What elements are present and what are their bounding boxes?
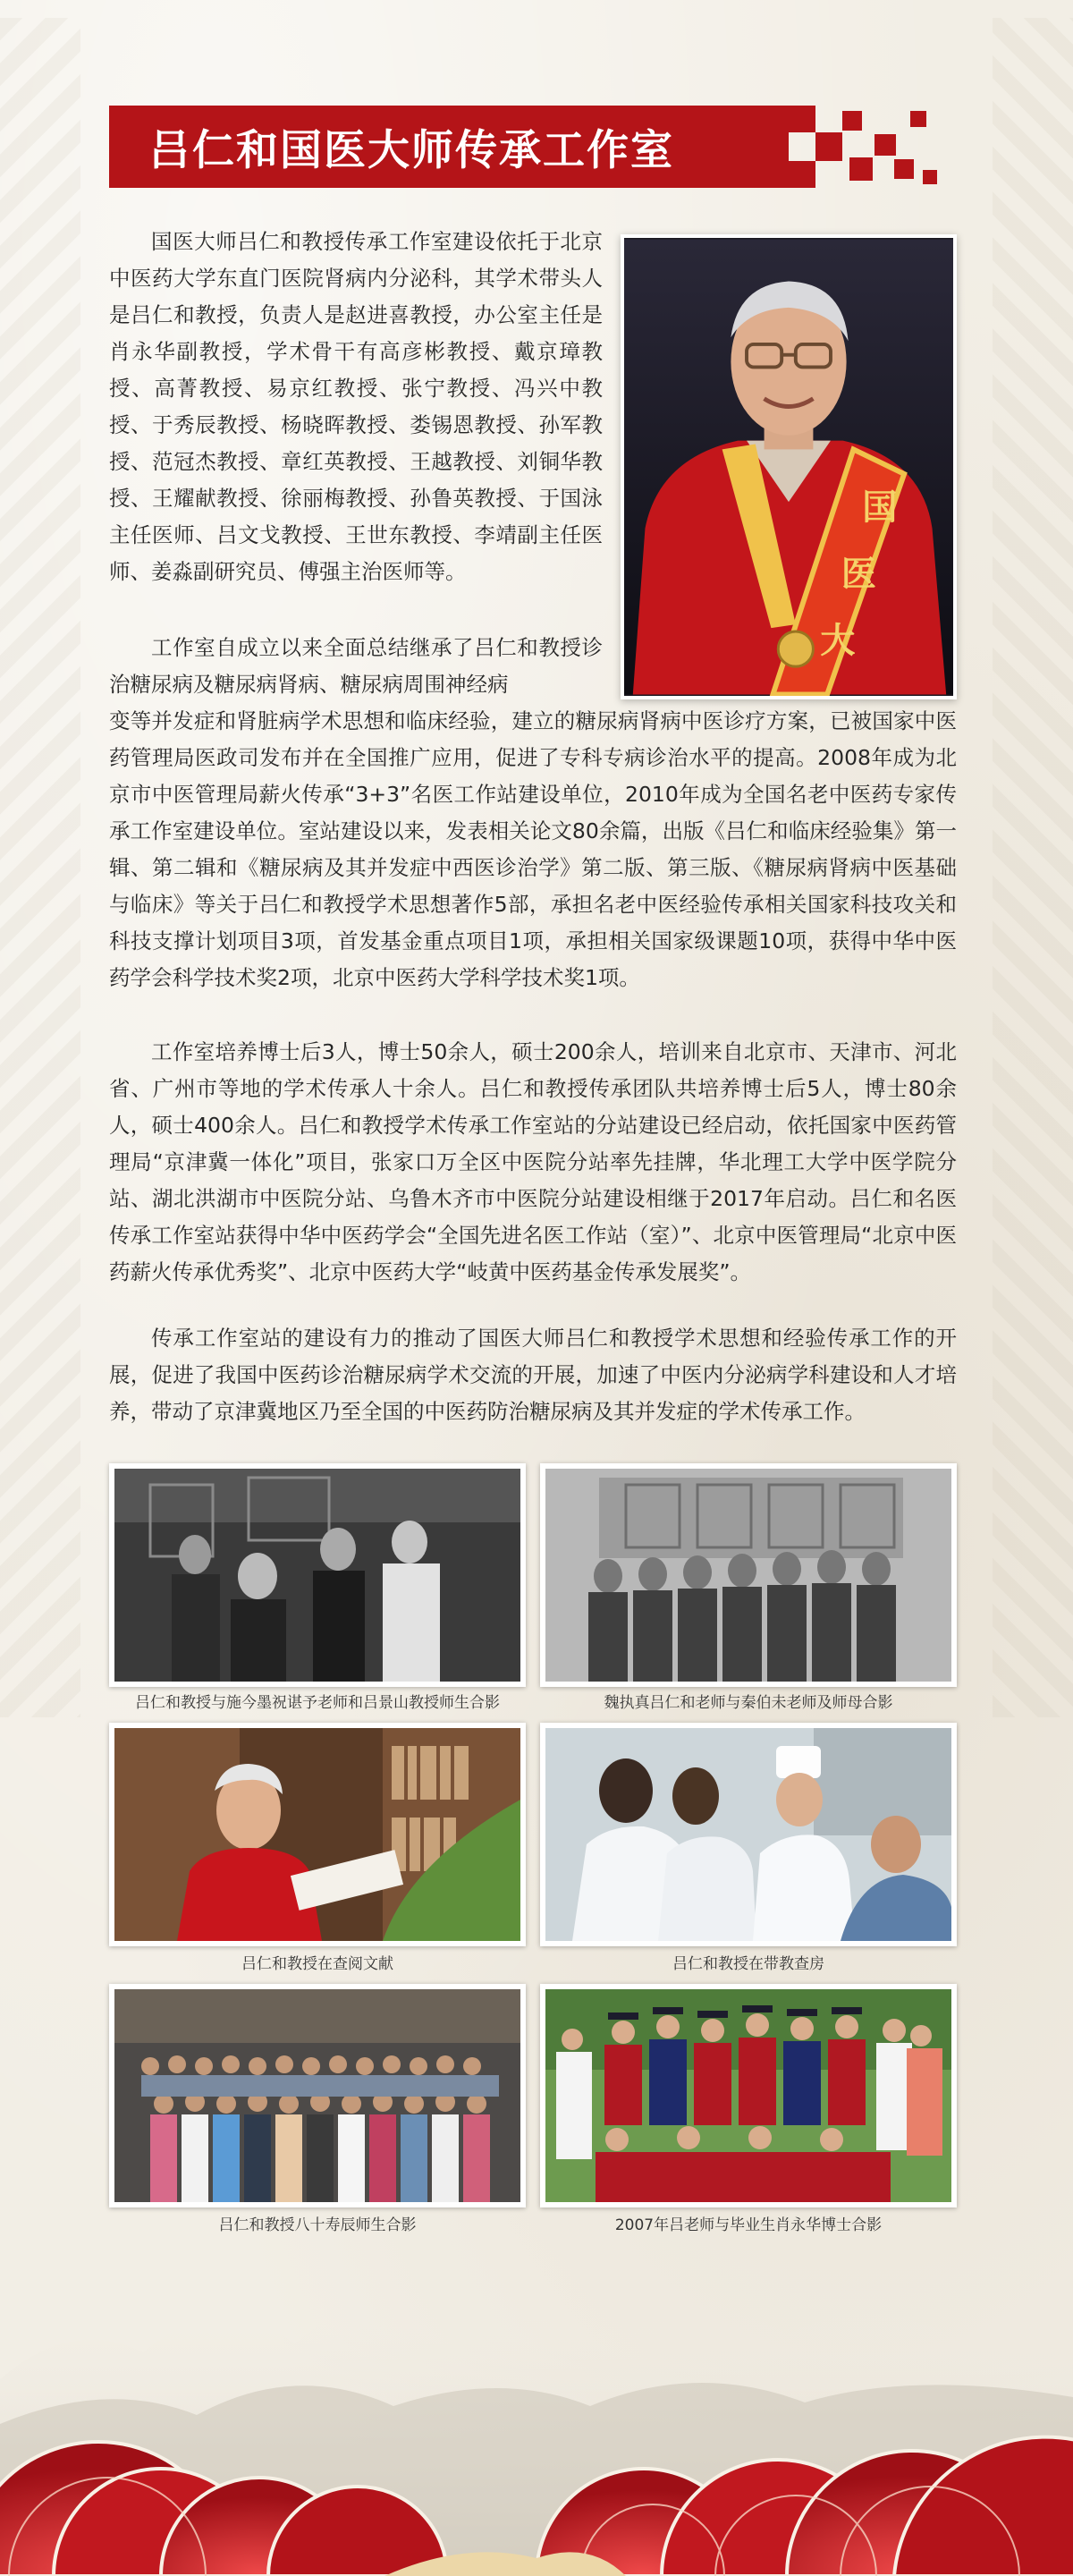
- gallery-photo-6: [540, 1984, 957, 2207]
- sash-char-3: 大: [820, 620, 856, 662]
- pixel-square: [842, 111, 862, 131]
- left-pattern-decoration: [0, 18, 80, 1717]
- pixel-square: [910, 111, 926, 127]
- portrait-photo: [621, 234, 957, 699]
- gallery-caption-6: 2007年吕老师与毕业生肖永华博士合影: [614, 2216, 883, 2234]
- gallery-photo-5: [109, 1984, 526, 2207]
- pixel-square: [849, 157, 873, 181]
- gallery-photo-3: [109, 1723, 526, 1946]
- page-title: 吕仁和国医大师传承工作室: [148, 125, 674, 175]
- pixel-square: [874, 134, 896, 156]
- pixel-square: [789, 161, 815, 188]
- graduation-photo: [545, 1989, 951, 2202]
- gallery-caption-1: 吕仁和教授与施今墨祝谌予老师和吕景山教授师生合影: [135, 1694, 500, 1712]
- gallery-caption-2: 魏执真吕仁和老师与秦伯未老师及师母合影: [604, 1694, 893, 1712]
- gallery-caption-3: 吕仁和教授在查阅文献: [241, 1955, 393, 1973]
- pixel-square: [923, 170, 937, 184]
- title-banner: [109, 106, 789, 188]
- intro-paragraph-1: 国医大师吕仁和教授传承工作室建设依托于北京中医药大学东直门医院肾病内分泌科，其学术带头人是吕仁和教授，负责人是赵进喜教授，办公室主任是肖永华副教授，学术骨干有高彦彬教授、戴京璋教授、高菁教授、易京红教授、张宁教授、冯兴中教授、于秀辰教授、杨晓晖教授、娄锡恩教授、孙军教授、范冠杰教授、章红英教授、王越教授、刘铜华教授、王耀献教授、徐丽梅教授、孙鲁英教授、于国泳主任医师、吕文戈教授、王世东教授、李靖副主任医师、姜淼副研究员、傅强主治医师等。: [109, 229, 603, 584]
- landscape-wave-decoration: [0, 2182, 1073, 2576]
- gallery-photo-1: [109, 1463, 526, 1687]
- intro-paragraph-2-continued: 变等并发症和肾脏病学术思想和临床经验，建立的糖尿病肾病中医诊疗方案，已被国家中医药管理局医政司发布并在全国推广应用，促进了专科专病诊治水平的提高。2008年成为北京市中医管理局薪火传承“3+3”名医工作站建设单位，2010年成为全国名老中医药专家传承工作室建设单位。室站建设以来，发表相关论文80余篇，出版《吕仁和临床经验集》第一辑、第二辑和《糖尿病及其并发症中西医诊治学》第二版、第三版、《糖尿病肾病中医基础与临床》等关于吕仁和教授学术思想著作5部，承担名老中医经验传承相关国家科技攻关和科技支撑计划项目3项，首发基金重点项目1项，承担相关国家级课题10项，获得中华中医药学会科学技术奖2项，北京中医药大学科学技术奖1项。: [109, 708, 957, 990]
- intro-paragraph-4: 传承工作室站的建设有力的推动了国医大师吕仁和教授学术思想和经验传承工作的开展，促进了我国中医药诊治糖尿病学术交流的开展，加速了中医内分泌病学科建设和人才培养，带动了京津冀地区乃至全国的中医药防治糖尿病及其并发症的学术传承工作。: [109, 1326, 957, 1424]
- sash-char-1: 国: [862, 487, 898, 529]
- birthday-group-photo: [114, 1989, 520, 2202]
- gallery-caption-4: 吕仁和教授在带教查房: [672, 1955, 824, 1973]
- intro-paragraph-2-start: 工作室自成立以来全面总结继承了吕仁和教授诊治糖尿病及糖尿病肾病、糖尿病周围神经病: [109, 635, 603, 697]
- historic-group-photo: [114, 1469, 520, 1682]
- gallery-photo-4: [540, 1723, 957, 1946]
- gallery-caption-5: 吕仁和教授八十寿辰师生合影: [218, 2216, 417, 2234]
- gallery-photo-2: [540, 1463, 957, 1687]
- pixel-square: [789, 106, 815, 132]
- right-pattern-decoration: [993, 18, 1073, 1717]
- pixel-square: [894, 159, 914, 179]
- library-photo: [114, 1728, 520, 1941]
- ward-round-photo: [545, 1728, 951, 1941]
- intro-paragraph-3: 工作室培养博士后3人，博士50余人，硕士200余人，培训来自北京市、天津市、河北省、广州市等地的学术传承人十余人。吕仁和教授传承团队共培养博士后5人，博士80余人，硕士400余人。吕仁和教授学术传承工作室站的分站建设已经启动，依托国家中医药管理局“京津冀一体化”项目，张家口万全区中医院分站率先挂牌，华北理工大学中医学院分站、湖北洪湖市中医院分站、乌鲁木齐市中医院分站建设相继于2017年启动。吕仁和名医传承工作室站获得中华中医药学会“全国先进名医工作站（室）”、北京中医管理局“北京中医药薪火传承优秀奖”、北京中医药大学“岐黄中医药基金传承发展奖”。: [109, 1039, 957, 1284]
- pixel-square: [815, 132, 842, 161]
- portrait-illustration: [624, 238, 953, 696]
- sash-char-2: 医: [841, 554, 876, 596]
- historic-group-photo: [545, 1469, 951, 1682]
